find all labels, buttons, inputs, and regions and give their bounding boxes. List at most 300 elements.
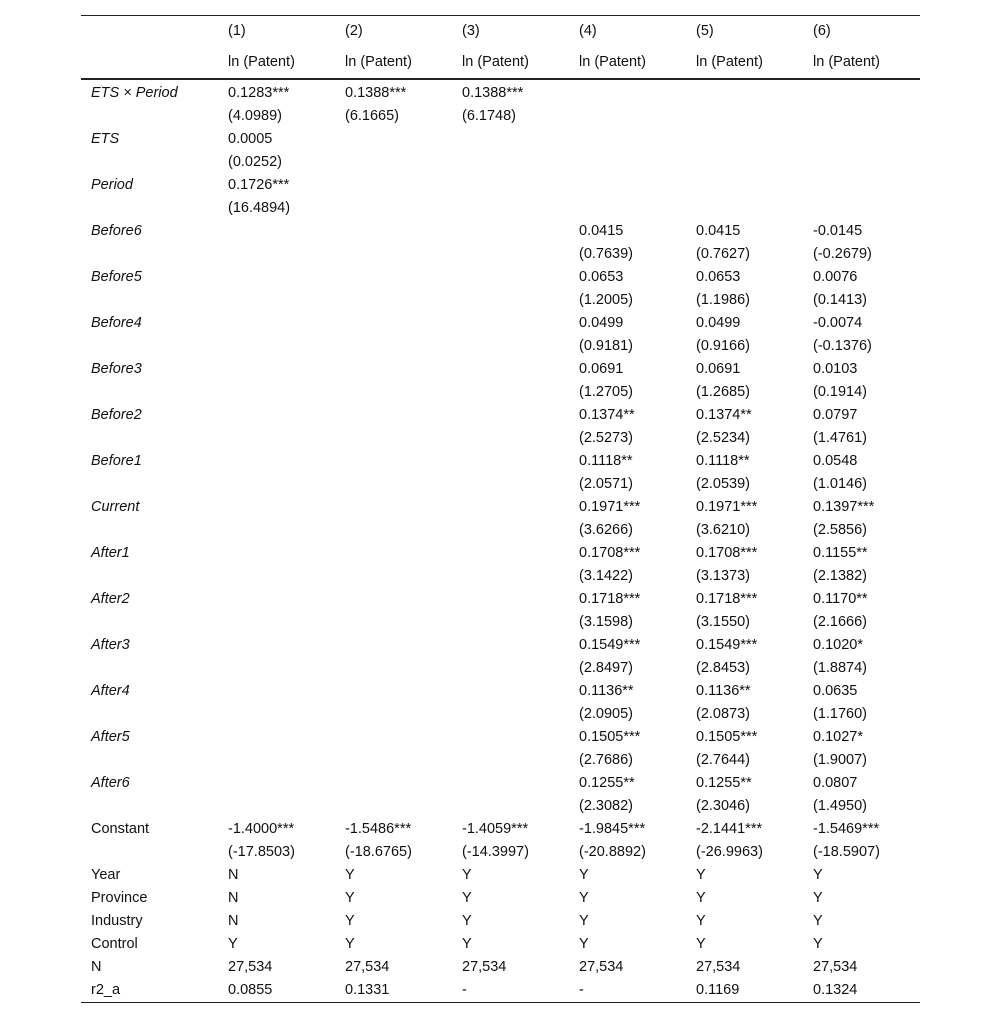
table-cell: 0.0855 (218, 979, 335, 1003)
row-label (81, 657, 218, 680)
table-cell (452, 289, 569, 312)
table-cell (686, 174, 803, 197)
row-label (81, 335, 218, 358)
table-cell: 0.1708*** (696, 545, 758, 561)
table-row (81, 979, 920, 1003)
table-cell (569, 197, 686, 220)
table-row (81, 174, 920, 197)
table-cell: 0.1155** (813, 545, 868, 561)
table-row (81, 289, 920, 312)
table-cell: 0.1388*** (345, 85, 407, 101)
table-cell (335, 450, 452, 473)
column-number: (5) (686, 16, 803, 48)
table-cell (569, 79, 686, 105)
table-cell: (-17.8503) (228, 844, 295, 860)
table-cell (218, 496, 335, 519)
table-row (81, 795, 920, 818)
table-cell: Y (813, 867, 823, 883)
table-cell: Y (696, 936, 706, 952)
table-cell (335, 128, 452, 151)
table-cell: (1.1986) (696, 292, 751, 308)
table-cell: 0.1505*** (696, 729, 758, 745)
table-row (81, 933, 920, 956)
table-cell (218, 335, 335, 358)
table-cell (686, 197, 803, 220)
row-label: ETS (91, 131, 120, 147)
table-row (81, 956, 920, 979)
table-cell (452, 634, 569, 657)
table-cell: Y (813, 913, 823, 929)
table-cell (452, 611, 569, 634)
table-row (81, 79, 920, 105)
table-cell: -1.5469*** (813, 821, 880, 837)
table-cell: (16.4894) (228, 200, 291, 216)
table-cell (218, 611, 335, 634)
table-row (81, 128, 920, 151)
table-cell: (1.2705) (579, 384, 634, 400)
table-cell (335, 565, 452, 588)
row-label (81, 151, 218, 174)
row-label (81, 749, 218, 772)
table-row (81, 703, 920, 726)
table-cell (335, 312, 452, 335)
table-cell: 0.1136** (696, 683, 751, 699)
table-cell (335, 726, 452, 749)
table-cell: (2.8497) (579, 660, 634, 676)
table-cell: Y (579, 913, 589, 929)
table-cell: Y (462, 867, 472, 883)
table-cell (452, 680, 569, 703)
table-cell: (0.0252) (228, 154, 283, 170)
table-row (81, 841, 920, 864)
table-cell (452, 749, 569, 772)
table-cell: 0.1718*** (696, 591, 758, 607)
table-cell (803, 79, 920, 105)
table-cell (218, 795, 335, 818)
table-cell (335, 519, 452, 542)
table-cell (335, 358, 452, 381)
table-cell: N (228, 867, 239, 883)
table-cell: 0.1027* (813, 729, 863, 745)
table-cell: (-0.1376) (813, 338, 872, 354)
table-cell: Y (813, 936, 823, 952)
header-corner (81, 16, 218, 48)
table-row (81, 910, 920, 933)
table-row (81, 473, 920, 496)
table-cell (335, 174, 452, 197)
table-row (81, 519, 920, 542)
table-row (81, 657, 920, 680)
table-cell (335, 634, 452, 657)
table-cell: -1.5486*** (345, 821, 412, 837)
table-cell (218, 565, 335, 588)
table-cell: 0.0548 (813, 453, 858, 469)
table-cell: (4.0989) (228, 108, 283, 124)
table-cell: 27,534 (228, 959, 273, 975)
row-label: Before5 (91, 269, 142, 285)
table-cell: (0.1914) (813, 384, 868, 400)
row-label: After4 (91, 683, 130, 699)
row-label: After5 (91, 729, 130, 745)
table-cell: (-14.3997) (462, 844, 529, 860)
table-cell: 0.1971*** (696, 499, 758, 515)
table-cell: Y (696, 890, 706, 906)
table-cell: - (452, 979, 569, 1003)
table-cell: (2.5856) (813, 522, 868, 538)
table-cell: 0.1331 (335, 979, 452, 1003)
table-cell (218, 243, 335, 266)
table-cell: 27,534 (579, 959, 624, 975)
table-cell: N (228, 890, 239, 906)
table-cell (452, 266, 569, 289)
table-cell: 0.1283*** (228, 85, 290, 101)
row-label: Constant (91, 821, 150, 837)
table-cell: Y (462, 913, 472, 929)
table-cell (218, 634, 335, 657)
table-cell: Y (696, 867, 706, 883)
table-cell: (6.1665) (345, 108, 400, 124)
table-row (81, 772, 920, 795)
row-label (81, 427, 218, 450)
dependent-variable: ln (Patent) (452, 47, 569, 79)
table-cell: Y (696, 913, 706, 929)
table-row (81, 220, 920, 243)
table-row (81, 450, 920, 473)
table-cell (335, 749, 452, 772)
table-cell (218, 404, 335, 427)
table-row (81, 381, 920, 404)
table-cell: 27,534 (696, 959, 741, 975)
table-cell: (-20.8892) (579, 844, 646, 860)
table-cell (218, 749, 335, 772)
table-cell (218, 220, 335, 243)
table-row (81, 542, 920, 565)
table-cell: 0.1708*** (579, 545, 641, 561)
row-label: After3 (91, 637, 130, 653)
table-cell: 0.0653 (579, 269, 624, 285)
table-cell: 0.0103 (813, 361, 858, 377)
table-cell: (1.4950) (813, 798, 868, 814)
table-cell (335, 795, 452, 818)
table-cell (452, 358, 569, 381)
table-cell (335, 243, 452, 266)
table-cell: 0.0076 (813, 269, 858, 285)
table-cell (452, 197, 569, 220)
row-label: After2 (91, 591, 130, 607)
table-cell (686, 128, 803, 151)
table-cell: Y (813, 890, 823, 906)
table-cell (452, 565, 569, 588)
table-cell (335, 611, 452, 634)
dependent-variable: ln (Patent) (335, 47, 452, 79)
table-cell (452, 588, 569, 611)
table-row (81, 358, 920, 381)
table-cell (452, 427, 569, 450)
table-cell: (2.0873) (696, 706, 751, 722)
table-row (81, 105, 920, 128)
table-cell: (2.0905) (579, 706, 634, 722)
table-cell: 0.1549*** (696, 637, 758, 653)
table-cell: -1.4000*** (228, 821, 295, 837)
dependent-variable: ln (Patent) (569, 47, 686, 79)
table-cell (452, 726, 569, 749)
table-cell: 27,534 (462, 959, 507, 975)
table-cell: (3.1598) (579, 614, 634, 630)
table-cell (452, 450, 569, 473)
table-cell (452, 174, 569, 197)
table-cell: 0.0415 (696, 223, 741, 239)
row-label: Before4 (91, 315, 142, 331)
table-cell (335, 680, 452, 703)
table-cell: Y (579, 867, 589, 883)
table-cell (452, 243, 569, 266)
row-label (81, 197, 218, 220)
table-cell: 0.0797 (813, 407, 858, 423)
table-header (81, 16, 920, 80)
table-cell: 0.1397*** (813, 499, 875, 515)
table-cell: (3.1550) (696, 614, 751, 630)
table-cell: (2.8453) (696, 660, 751, 676)
table-cell: (2.0539) (696, 476, 751, 492)
row-label: r2_a (81, 979, 218, 1003)
table-cell (803, 197, 920, 220)
table-cell (335, 496, 452, 519)
table-row (81, 749, 920, 772)
table-cell (218, 427, 335, 450)
table-row (81, 680, 920, 703)
row-label (81, 841, 218, 864)
table-cell: (3.1373) (696, 568, 751, 584)
table-cell: (0.7639) (579, 246, 634, 262)
table-cell (335, 335, 452, 358)
table-cell: 0.1549*** (579, 637, 641, 653)
table-cell: 0.0691 (696, 361, 741, 377)
table-cell: 0.1324 (803, 979, 920, 1003)
table-cell: 0.1388*** (462, 85, 524, 101)
table-row (81, 588, 920, 611)
table-cell (335, 657, 452, 680)
table-cell (335, 772, 452, 795)
table-row (81, 335, 920, 358)
table-cell (335, 381, 452, 404)
row-label (81, 473, 218, 496)
table-cell (569, 128, 686, 151)
dependent-variable: ln (Patent) (803, 47, 920, 79)
table-row (81, 818, 920, 841)
table-cell: 0.1170** (813, 591, 868, 607)
table-row (81, 726, 920, 749)
table-cell (569, 151, 686, 174)
table-row (81, 565, 920, 588)
row-label: Before3 (91, 361, 142, 377)
row-label (81, 381, 218, 404)
row-label (81, 795, 218, 818)
row-label: Province (91, 890, 148, 906)
row-label: After6 (91, 775, 130, 791)
table-cell (335, 703, 452, 726)
table-cell (452, 335, 569, 358)
row-label (81, 289, 218, 312)
table-cell (218, 519, 335, 542)
table-cell: (3.1422) (579, 568, 634, 584)
column-number: (6) (803, 16, 920, 48)
table-row (81, 197, 920, 220)
table-cell (218, 266, 335, 289)
table-cell: (2.3046) (696, 798, 751, 814)
table-cell (452, 128, 569, 151)
row-label: Period (91, 177, 133, 193)
row-label: Control (91, 936, 138, 952)
table-cell: 0.1020* (813, 637, 863, 653)
column-number: (4) (569, 16, 686, 48)
table-cell (452, 220, 569, 243)
table-cell: 0.1255** (696, 775, 752, 791)
table-cell (803, 174, 920, 197)
table-cell (452, 795, 569, 818)
table-cell: (2.0571) (579, 476, 634, 492)
table-cell: (3.6266) (579, 522, 634, 538)
column-number-row (81, 16, 920, 48)
row-label: After1 (91, 545, 130, 561)
table-cell (803, 151, 920, 174)
table-cell (335, 220, 452, 243)
table-cell (452, 542, 569, 565)
row-label (81, 519, 218, 542)
table-cell: (2.3082) (579, 798, 634, 814)
table-cell (686, 79, 803, 105)
table-cell (452, 772, 569, 795)
regression-table (81, 15, 920, 1003)
table-cell: 0.0807 (813, 775, 858, 791)
table-cell: (1.1760) (813, 706, 868, 722)
row-label (81, 565, 218, 588)
column-number: (2) (335, 16, 452, 48)
table-cell: (2.5273) (579, 430, 634, 446)
header-corner (81, 47, 218, 79)
table-cell (335, 542, 452, 565)
table-cell (218, 680, 335, 703)
table-cell (452, 519, 569, 542)
table-row (81, 887, 920, 910)
dependent-variable: ln (Patent) (686, 47, 803, 79)
table-cell: 0.0635 (813, 683, 858, 699)
table-cell (218, 703, 335, 726)
table-cell: -1.4059*** (462, 821, 529, 837)
table-cell: 0.1726*** (228, 177, 290, 193)
table-row (81, 611, 920, 634)
table-cell: -1.9845*** (579, 821, 646, 837)
column-number: (1) (218, 16, 335, 48)
row-label (81, 703, 218, 726)
table-cell: (2.7644) (696, 752, 751, 768)
table-cell: - (569, 979, 686, 1003)
table-cell (218, 657, 335, 680)
table-cell (335, 404, 452, 427)
table-cell (335, 151, 452, 174)
table-cell (218, 289, 335, 312)
table-cell (218, 312, 335, 335)
table-cell (218, 473, 335, 496)
table-cell: (2.1666) (813, 614, 868, 630)
table-cell (218, 381, 335, 404)
table-cell: Y (345, 936, 355, 952)
row-label (81, 611, 218, 634)
table-cell: 0.0415 (579, 223, 624, 239)
row-label: Year (91, 867, 121, 883)
table-cell (218, 772, 335, 795)
table-row (81, 151, 920, 174)
table-cell (452, 404, 569, 427)
table-row (81, 864, 920, 887)
table-cell: Y (345, 867, 355, 883)
row-label: Before2 (91, 407, 142, 423)
table-cell: 0.0005 (228, 131, 273, 147)
table-cell: Y (462, 936, 472, 952)
row-label (81, 105, 218, 128)
table-cell: (-26.9963) (696, 844, 763, 860)
table-cell: (1.0146) (813, 476, 868, 492)
table-row (81, 312, 920, 335)
table-cell: 27,534 (345, 959, 390, 975)
table-cell (218, 588, 335, 611)
table-cell (218, 726, 335, 749)
table-cell (452, 473, 569, 496)
table-cell (686, 105, 803, 128)
table-cell: Y (462, 890, 472, 906)
table-cell: 0.1505*** (579, 729, 641, 745)
table-cell: N (228, 913, 239, 929)
table-cell: -0.0074 (813, 315, 863, 331)
table-cell (686, 151, 803, 174)
table-cell (452, 151, 569, 174)
table-cell (335, 588, 452, 611)
row-label: Industry (91, 913, 143, 929)
dependent-variable: ln (Patent) (218, 47, 335, 79)
table-cell: (0.1413) (813, 292, 868, 308)
table-cell: 0.0691 (579, 361, 624, 377)
row-label: N (91, 959, 102, 975)
row-label: ETS × Period (91, 85, 178, 101)
table-cell: 0.1255** (579, 775, 635, 791)
table-cell: Y (579, 890, 589, 906)
table-cell: 0.1718*** (579, 591, 641, 607)
table-cell (335, 289, 452, 312)
table-cell (569, 105, 686, 128)
table-cell (218, 450, 335, 473)
table-cell: (1.8874) (813, 660, 868, 676)
table-cell (335, 473, 452, 496)
table-cell: (-18.5907) (813, 844, 880, 860)
table-cell: -2.1441*** (696, 821, 763, 837)
table-cell: 0.1971*** (579, 499, 641, 515)
table-cell: 0.1374** (696, 407, 752, 423)
table-cell: (-18.6765) (345, 844, 412, 860)
table-cell: Y (345, 890, 355, 906)
table-cell (803, 105, 920, 128)
row-label: Before6 (91, 223, 142, 239)
table-cell (452, 312, 569, 335)
table-cell: 0.0499 (579, 315, 624, 331)
table-cell: (1.9007) (813, 752, 868, 768)
column-number: (3) (452, 16, 569, 48)
table-row (81, 243, 920, 266)
table-cell: 0.1118** (696, 453, 750, 469)
table-cell: 27,534 (813, 959, 858, 975)
table-cell: Y (345, 913, 355, 929)
table-cell: 0.1169 (686, 979, 803, 1003)
table-cell (452, 703, 569, 726)
table-cell: (2.1382) (813, 568, 868, 584)
